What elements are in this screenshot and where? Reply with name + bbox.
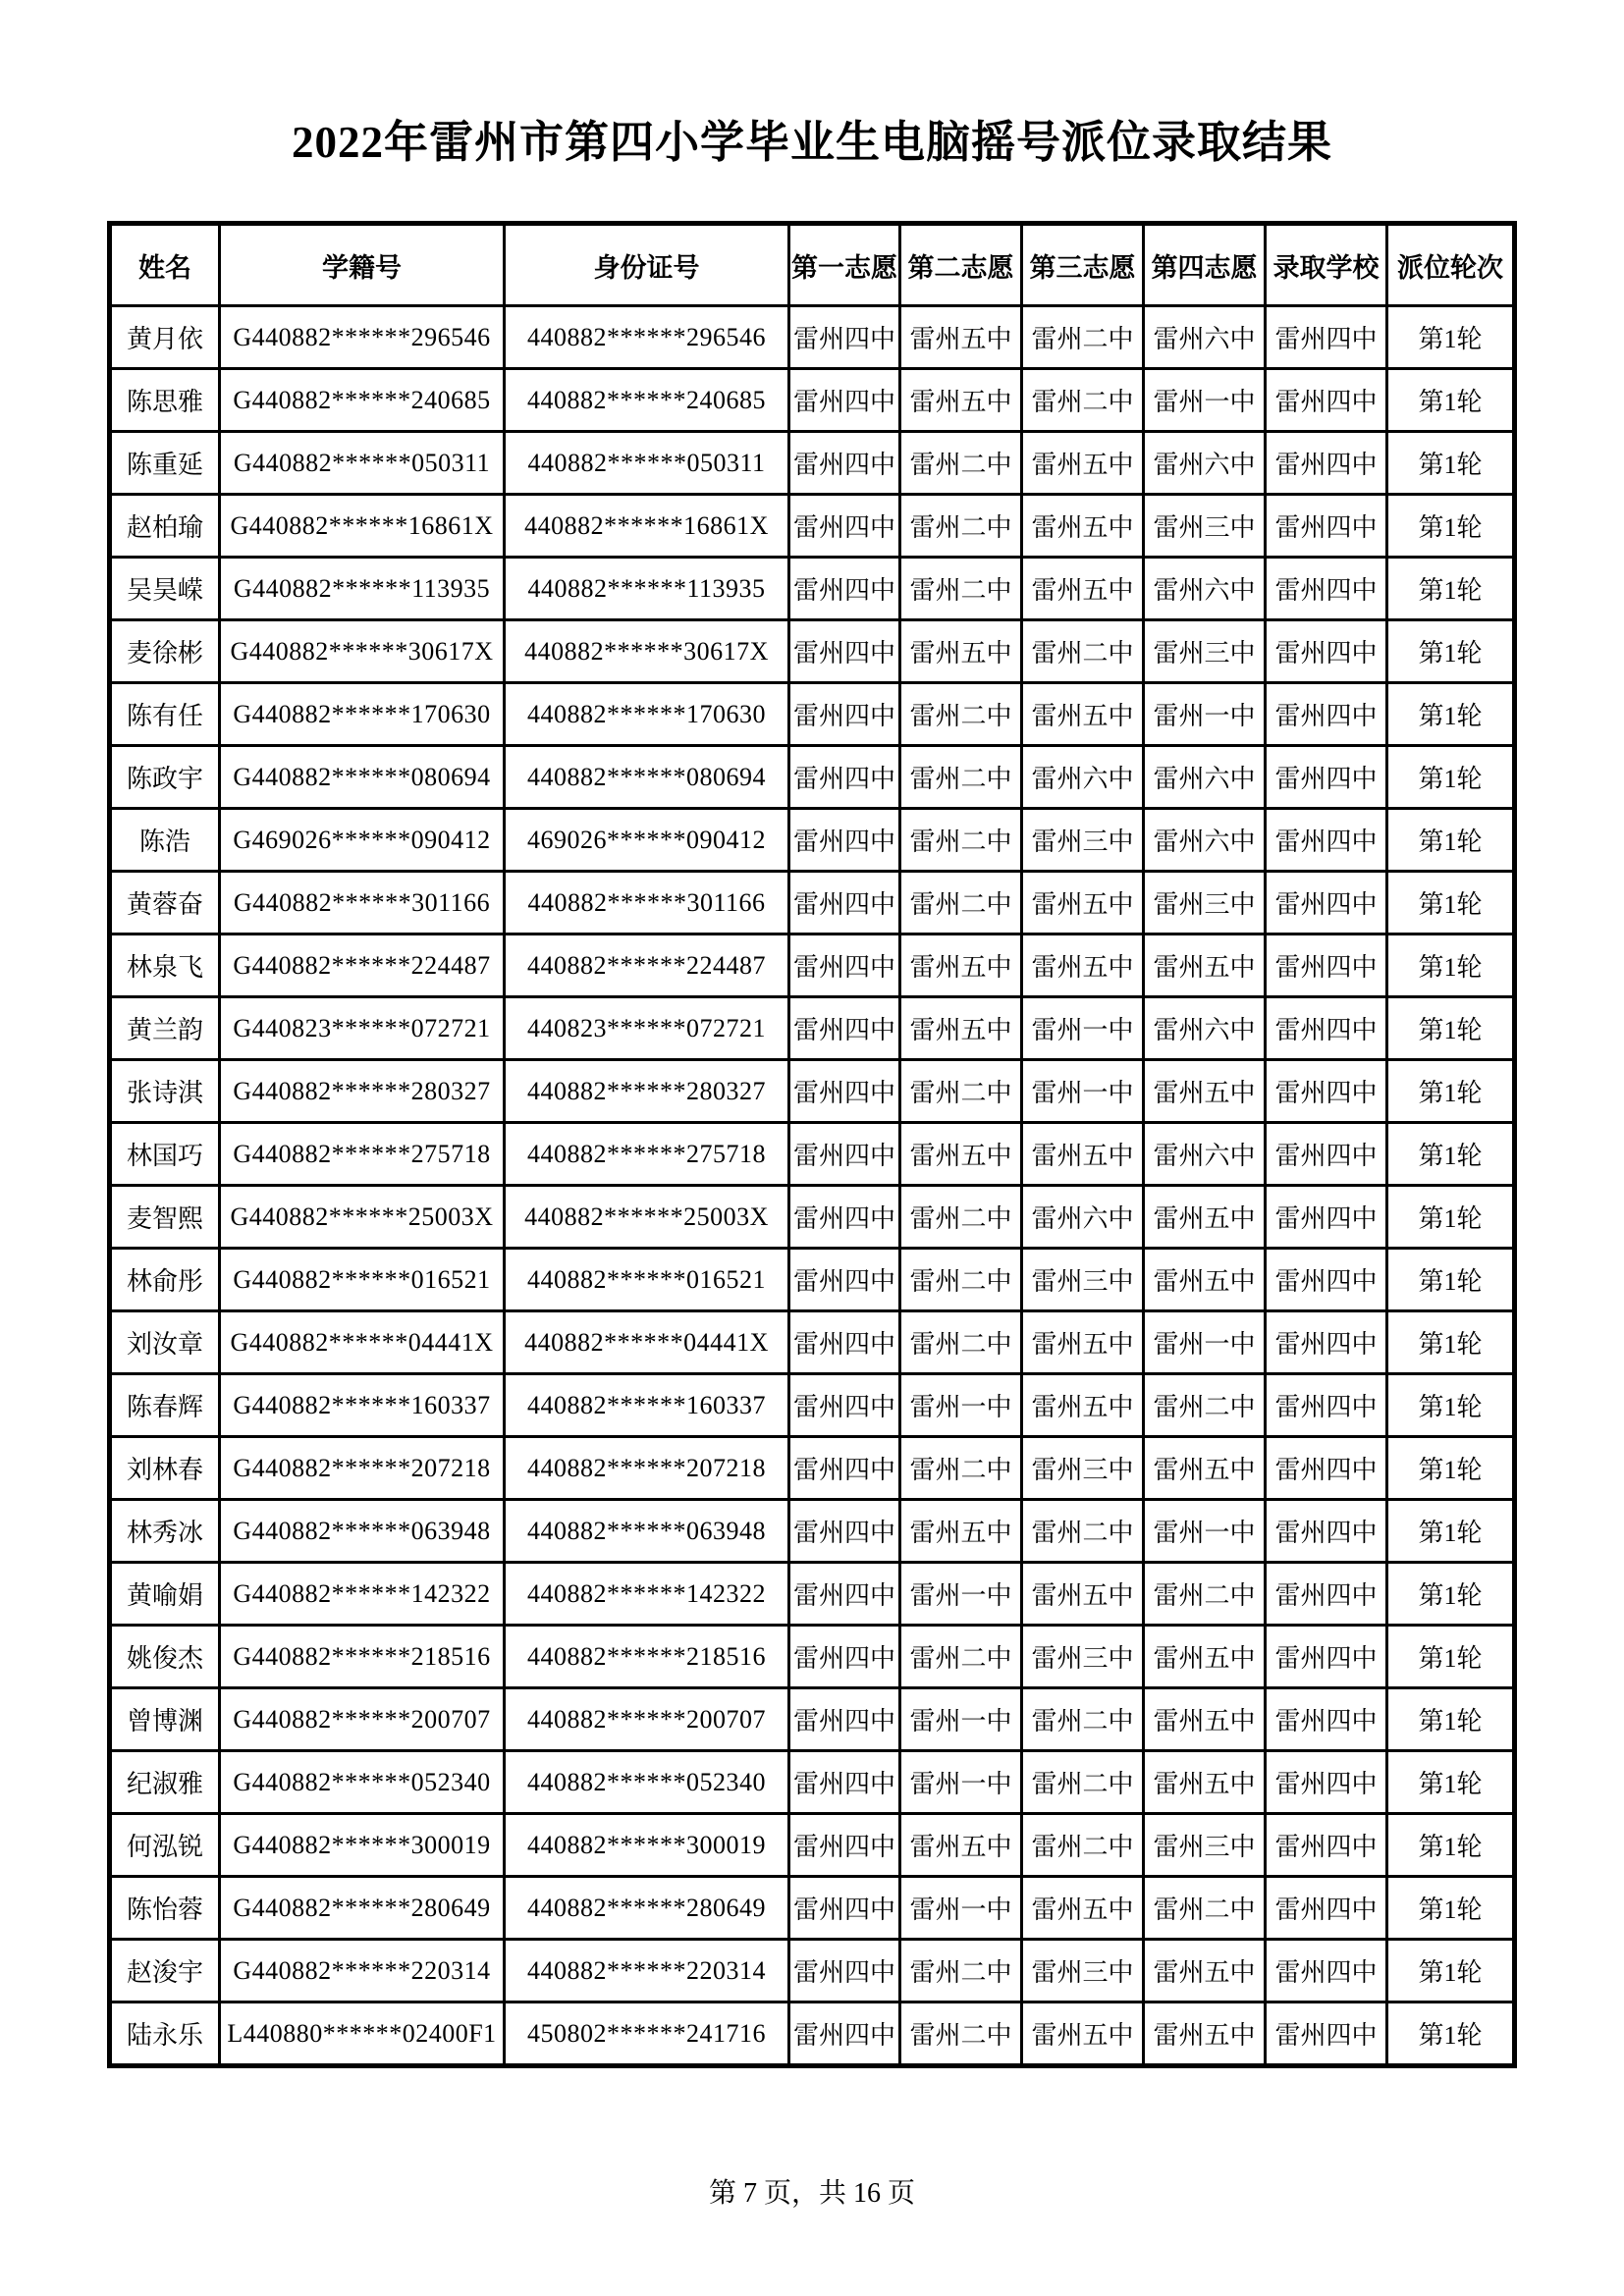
table-cell-ch2: 雷州二中 bbox=[900, 809, 1022, 872]
table-cell-school: 雷州四中 bbox=[1266, 1563, 1387, 1626]
table-cell-sid: G440882******050311 bbox=[220, 432, 505, 495]
table-cell-ch3: 雷州二中 bbox=[1022, 1751, 1144, 1814]
table-cell-id: 440882******050311 bbox=[505, 432, 789, 495]
table-cell-id: 440882******04441X bbox=[505, 1311, 789, 1374]
table-cell-ch1: 雷州四中 bbox=[789, 1877, 900, 1940]
table-cell-name: 麦徐彬 bbox=[110, 620, 220, 683]
table-cell-round: 第1轮 bbox=[1387, 1563, 1515, 1626]
table-cell-sid: G440882******04441X bbox=[220, 1311, 505, 1374]
table-cell-sid: G469026******090412 bbox=[220, 809, 505, 872]
table-cell-id: 440882******16861X bbox=[505, 495, 789, 558]
table-cell-school: 雷州四中 bbox=[1266, 432, 1387, 495]
table-cell-round: 第1轮 bbox=[1387, 1374, 1515, 1437]
table-cell-ch3: 雷州二中 bbox=[1022, 306, 1144, 369]
table-cell-ch3: 雷州二中 bbox=[1022, 1688, 1144, 1751]
table-cell-ch4: 雷州五中 bbox=[1144, 1060, 1266, 1123]
table-cell-ch1: 雷州四中 bbox=[789, 809, 900, 872]
table-cell-ch4: 雷州六中 bbox=[1144, 558, 1266, 620]
table-cell-name: 林秀冰 bbox=[110, 1500, 220, 1563]
table-cell-name: 黄喻娟 bbox=[110, 1563, 220, 1626]
table-cell-id: 440882******080694 bbox=[505, 746, 789, 809]
results-table bbox=[107, 221, 1517, 2068]
table-cell-round: 第1轮 bbox=[1387, 1626, 1515, 1688]
table-cell-sid: G440882******113935 bbox=[220, 558, 505, 620]
table-cell-ch3: 雷州五中 bbox=[1022, 683, 1144, 746]
column-header-id: 身份证号 bbox=[505, 224, 789, 306]
table-cell-ch2: 雷州二中 bbox=[900, 432, 1022, 495]
table-cell-ch2: 雷州一中 bbox=[900, 1688, 1022, 1751]
table-cell-ch4: 雷州五中 bbox=[1144, 1249, 1266, 1311]
table-cell-round: 第1轮 bbox=[1387, 1688, 1515, 1751]
table-cell-ch4: 雷州五中 bbox=[1144, 1751, 1266, 1814]
table-cell-round: 第1轮 bbox=[1387, 306, 1515, 369]
column-header-ch1: 第一志愿 bbox=[789, 224, 900, 306]
table-cell-ch2: 雷州一中 bbox=[900, 1751, 1022, 1814]
column-header-ch4: 第四志愿 bbox=[1144, 224, 1266, 306]
table-cell-round: 第1轮 bbox=[1387, 934, 1515, 997]
table-cell-ch1: 雷州四中 bbox=[789, 1563, 900, 1626]
table-row bbox=[110, 495, 1515, 558]
table-cell-ch2: 雷州五中 bbox=[900, 1123, 1022, 1186]
table-cell-ch4: 雷州三中 bbox=[1144, 1814, 1266, 1877]
table-cell-ch2: 雷州五中 bbox=[900, 1500, 1022, 1563]
table-cell-name: 赵浚宇 bbox=[110, 1940, 220, 2002]
column-header-round: 派位轮次 bbox=[1387, 224, 1515, 306]
table-cell-id: 440882******160337 bbox=[505, 1374, 789, 1437]
table-cell-ch3: 雷州五中 bbox=[1022, 1563, 1144, 1626]
table-cell-id: 440882******280649 bbox=[505, 1877, 789, 1940]
table-cell-ch3: 雷州三中 bbox=[1022, 1626, 1144, 1688]
table-cell-name: 林泉飞 bbox=[110, 934, 220, 997]
table-body bbox=[110, 306, 1515, 2066]
table-cell-school: 雷州四中 bbox=[1266, 1751, 1387, 1814]
table-cell-school: 雷州四中 bbox=[1266, 934, 1387, 997]
table-row bbox=[110, 1563, 1515, 1626]
table-cell-ch1: 雷州四中 bbox=[789, 1374, 900, 1437]
table-row bbox=[110, 369, 1515, 432]
table-cell-ch1: 雷州四中 bbox=[789, 1437, 900, 1500]
table-cell-name: 黄月依 bbox=[110, 306, 220, 369]
table-cell-round: 第1轮 bbox=[1387, 2002, 1515, 2066]
table-cell-ch3: 雷州六中 bbox=[1022, 1186, 1144, 1249]
table-cell-round: 第1轮 bbox=[1387, 872, 1515, 934]
table-cell-id: 440882******207218 bbox=[505, 1437, 789, 1500]
table-cell-ch3: 雷州五中 bbox=[1022, 1877, 1144, 1940]
table-cell-sid: G440882******016521 bbox=[220, 1249, 505, 1311]
table-cell-ch2: 雷州二中 bbox=[900, 683, 1022, 746]
table-cell-id: 440882******296546 bbox=[505, 306, 789, 369]
table-cell-round: 第1轮 bbox=[1387, 495, 1515, 558]
table-cell-ch3: 雷州五中 bbox=[1022, 558, 1144, 620]
table-cell-ch1: 雷州四中 bbox=[789, 1940, 900, 2002]
table-row bbox=[110, 1374, 1515, 1437]
table-cell-ch3: 雷州一中 bbox=[1022, 1060, 1144, 1123]
table-cell-ch1: 雷州四中 bbox=[789, 558, 900, 620]
table-cell-sid: G440882******240685 bbox=[220, 369, 505, 432]
table-cell-ch3: 雷州二中 bbox=[1022, 369, 1144, 432]
table-cell-ch2: 雷州二中 bbox=[900, 2002, 1022, 2066]
table-row bbox=[110, 558, 1515, 620]
table-cell-sid: G440882******300019 bbox=[220, 1814, 505, 1877]
table-row bbox=[110, 620, 1515, 683]
table-cell-round: 第1轮 bbox=[1387, 1751, 1515, 1814]
table-cell-round: 第1轮 bbox=[1387, 746, 1515, 809]
table-cell-ch2: 雷州五中 bbox=[900, 934, 1022, 997]
table-row bbox=[110, 1877, 1515, 1940]
table-cell-school: 雷州四中 bbox=[1266, 620, 1387, 683]
table-cell-round: 第1轮 bbox=[1387, 432, 1515, 495]
table-cell-name: 陈浩 bbox=[110, 809, 220, 872]
table-cell-school: 雷州四中 bbox=[1266, 1814, 1387, 1877]
table-cell-school: 雷州四中 bbox=[1266, 1186, 1387, 1249]
table-cell-school: 雷州四中 bbox=[1266, 495, 1387, 558]
table-cell-name: 赵柏瑜 bbox=[110, 495, 220, 558]
table-cell-id: 440882******052340 bbox=[505, 1751, 789, 1814]
table-cell-ch1: 雷州四中 bbox=[789, 369, 900, 432]
table-cell-sid: G440882******30617X bbox=[220, 620, 505, 683]
table-cell-ch1: 雷州四中 bbox=[789, 1249, 900, 1311]
table-cell-school: 雷州四中 bbox=[1266, 1123, 1387, 1186]
table-cell-ch2: 雷州二中 bbox=[900, 1626, 1022, 1688]
table-cell-ch4: 雷州六中 bbox=[1144, 432, 1266, 495]
page-number: 第 7 页，共 16 页 bbox=[708, 2178, 915, 2209]
table-row bbox=[110, 997, 1515, 1060]
table-cell-id: 440882******200707 bbox=[505, 1688, 789, 1751]
table-cell-school: 雷州四中 bbox=[1266, 872, 1387, 934]
table-row bbox=[110, 1123, 1515, 1186]
table-cell-sid: G440882******160337 bbox=[220, 1374, 505, 1437]
table-cell-ch4: 雷州五中 bbox=[1144, 1940, 1266, 2002]
table-cell-ch3: 雷州三中 bbox=[1022, 1249, 1144, 1311]
table-row bbox=[110, 1311, 1515, 1374]
table-cell-ch4: 雷州一中 bbox=[1144, 683, 1266, 746]
table-cell-name: 刘汝章 bbox=[110, 1311, 220, 1374]
table-cell-ch4: 雷州二中 bbox=[1144, 1374, 1266, 1437]
table-cell-school: 雷州四中 bbox=[1266, 809, 1387, 872]
table-cell-name: 陈政宇 bbox=[110, 746, 220, 809]
table-cell-ch1: 雷州四中 bbox=[789, 432, 900, 495]
table-row bbox=[110, 746, 1515, 809]
table-cell-ch4: 雷州五中 bbox=[1144, 1186, 1266, 1249]
table-cell-ch1: 雷州四中 bbox=[789, 1060, 900, 1123]
table-cell-id: 440882******220314 bbox=[505, 1940, 789, 2002]
table-cell-ch3: 雷州二中 bbox=[1022, 1500, 1144, 1563]
table-cell-school: 雷州四中 bbox=[1266, 1940, 1387, 2002]
table-cell-ch4: 雷州二中 bbox=[1144, 1563, 1266, 1626]
table-cell-sid: G440882******142322 bbox=[220, 1563, 505, 1626]
table-cell-name: 黄兰韵 bbox=[110, 997, 220, 1060]
table-cell-sid: G440882******170630 bbox=[220, 683, 505, 746]
table-cell-ch3: 雷州五中 bbox=[1022, 2002, 1144, 2066]
column-header-ch3: 第三志愿 bbox=[1022, 224, 1144, 306]
table-cell-name: 何泓锐 bbox=[110, 1814, 220, 1877]
table-cell-ch2: 雷州二中 bbox=[900, 1311, 1022, 1374]
table-cell-id: 440882******275718 bbox=[505, 1123, 789, 1186]
table-cell-ch4: 雷州一中 bbox=[1144, 1311, 1266, 1374]
table-cell-ch3: 雷州三中 bbox=[1022, 1437, 1144, 1500]
table-cell-ch2: 雷州二中 bbox=[900, 558, 1022, 620]
page-title: 2022年雷州市第四小学毕业生电脑摇号派位录取结果 bbox=[291, 118, 1332, 167]
table-cell-school: 雷州四中 bbox=[1266, 746, 1387, 809]
table-cell-id: 440882******170630 bbox=[505, 683, 789, 746]
table-cell-id: 440882******113935 bbox=[505, 558, 789, 620]
table-cell-sid: G440882******275718 bbox=[220, 1123, 505, 1186]
table-cell-name: 曾博渊 bbox=[110, 1688, 220, 1751]
table-cell-name: 张诗淇 bbox=[110, 1060, 220, 1123]
table-cell-sid: G440882******280649 bbox=[220, 1877, 505, 1940]
table-cell-ch1: 雷州四中 bbox=[789, 1751, 900, 1814]
table-cell-ch4: 雷州一中 bbox=[1144, 369, 1266, 432]
table-cell-school: 雷州四中 bbox=[1266, 1437, 1387, 1500]
table-cell-ch4: 雷州六中 bbox=[1144, 746, 1266, 809]
table-cell-sid: G440882******200707 bbox=[220, 1688, 505, 1751]
table-row bbox=[110, 432, 1515, 495]
table-cell-ch3: 雷州六中 bbox=[1022, 746, 1144, 809]
table-cell-round: 第1轮 bbox=[1387, 809, 1515, 872]
table-cell-ch4: 雷州五中 bbox=[1144, 1626, 1266, 1688]
table-cell-id: 450802******241716 bbox=[505, 2002, 789, 2066]
table-cell-ch1: 雷州四中 bbox=[789, 934, 900, 997]
table-cell-name: 姚俊杰 bbox=[110, 1626, 220, 1688]
table-row bbox=[110, 1437, 1515, 1500]
table-row bbox=[110, 1751, 1515, 1814]
table-cell-round: 第1轮 bbox=[1387, 1311, 1515, 1374]
table-cell-ch4: 雷州一中 bbox=[1144, 1500, 1266, 1563]
table-cell-ch2: 雷州五中 bbox=[900, 620, 1022, 683]
table-cell-ch2: 雷州一中 bbox=[900, 1563, 1022, 1626]
table-cell-ch1: 雷州四中 bbox=[789, 683, 900, 746]
table-cell-ch2: 雷州二中 bbox=[900, 1186, 1022, 1249]
table-cell-name: 陈有任 bbox=[110, 683, 220, 746]
table-row bbox=[110, 306, 1515, 369]
table-cell-sid: L440880******02400F1 bbox=[220, 2002, 505, 2066]
table-cell-school: 雷州四中 bbox=[1266, 1311, 1387, 1374]
table-cell-ch4: 雷州五中 bbox=[1144, 934, 1266, 997]
table-cell-ch4: 雷州五中 bbox=[1144, 1688, 1266, 1751]
table-cell-id: 440882******25003X bbox=[505, 1186, 789, 1249]
table-cell-name: 陆永乐 bbox=[110, 2002, 220, 2066]
table-cell-school: 雷州四中 bbox=[1266, 683, 1387, 746]
table-cell-school: 雷州四中 bbox=[1266, 1249, 1387, 1311]
table-cell-sid: G440882******224487 bbox=[220, 934, 505, 997]
table-cell-ch1: 雷州四中 bbox=[789, 872, 900, 934]
table-cell-sid: G440882******280327 bbox=[220, 1060, 505, 1123]
table-cell-ch2: 雷州二中 bbox=[900, 1437, 1022, 1500]
table-cell-ch1: 雷州四中 bbox=[789, 1626, 900, 1688]
table-cell-ch1: 雷州四中 bbox=[789, 1814, 900, 1877]
table-row bbox=[110, 1814, 1515, 1877]
table-cell-ch3: 雷州五中 bbox=[1022, 1123, 1144, 1186]
table-cell-round: 第1轮 bbox=[1387, 1877, 1515, 1940]
table-cell-ch2: 雷州二中 bbox=[900, 1940, 1022, 2002]
table-cell-sid: G440882******301166 bbox=[220, 872, 505, 934]
table-cell-round: 第1轮 bbox=[1387, 997, 1515, 1060]
table-cell-ch2: 雷州二中 bbox=[900, 872, 1022, 934]
table-cell-school: 雷州四中 bbox=[1266, 1500, 1387, 1563]
table-cell-name: 黄蓉奋 bbox=[110, 872, 220, 934]
table-cell-sid: G440882******220314 bbox=[220, 1940, 505, 2002]
table-row bbox=[110, 1186, 1515, 1249]
table-cell-id: 440882******300019 bbox=[505, 1814, 789, 1877]
table-cell-round: 第1轮 bbox=[1387, 1186, 1515, 1249]
table-cell-name: 陈重延 bbox=[110, 432, 220, 495]
table-cell-sid: G440882******296546 bbox=[220, 306, 505, 369]
table-row bbox=[110, 1500, 1515, 1563]
table-cell-ch3: 雷州三中 bbox=[1022, 1940, 1144, 2002]
table-cell-school: 雷州四中 bbox=[1266, 2002, 1387, 2066]
table-cell-sid: G440882******052340 bbox=[220, 1751, 505, 1814]
table-cell-ch1: 雷州四中 bbox=[789, 495, 900, 558]
table-cell-ch2: 雷州二中 bbox=[900, 746, 1022, 809]
table-cell-sid: G440882******080694 bbox=[220, 746, 505, 809]
table-cell-round: 第1轮 bbox=[1387, 1060, 1515, 1123]
table-cell-sid: G440882******218516 bbox=[220, 1626, 505, 1688]
table-cell-ch4: 雷州三中 bbox=[1144, 872, 1266, 934]
table-cell-school: 雷州四中 bbox=[1266, 558, 1387, 620]
table-cell-ch2: 雷州五中 bbox=[900, 1814, 1022, 1877]
table-cell-ch1: 雷州四中 bbox=[789, 1186, 900, 1249]
table-row bbox=[110, 1060, 1515, 1123]
table-row bbox=[110, 872, 1515, 934]
table-cell-ch2: 雷州二中 bbox=[900, 1060, 1022, 1123]
table-row bbox=[110, 809, 1515, 872]
table-cell-ch1: 雷州四中 bbox=[789, 997, 900, 1060]
table-cell-school: 雷州四中 bbox=[1266, 369, 1387, 432]
table-cell-round: 第1轮 bbox=[1387, 683, 1515, 746]
table-cell-sid: G440882******25003X bbox=[220, 1186, 505, 1249]
table-cell-id: 440882******240685 bbox=[505, 369, 789, 432]
table-cell-ch1: 雷州四中 bbox=[789, 2002, 900, 2066]
table-cell-ch3: 雷州五中 bbox=[1022, 872, 1144, 934]
table-cell-round: 第1轮 bbox=[1387, 1940, 1515, 2002]
table-row bbox=[110, 2002, 1515, 2066]
table-cell-ch3: 雷州五中 bbox=[1022, 1374, 1144, 1437]
table-cell-ch1: 雷州四中 bbox=[789, 620, 900, 683]
table-cell-round: 第1轮 bbox=[1387, 1437, 1515, 1500]
table-cell-id: 440882******016521 bbox=[505, 1249, 789, 1311]
table-cell-id: 469026******090412 bbox=[505, 809, 789, 872]
table-cell-ch3: 雷州五中 bbox=[1022, 495, 1144, 558]
table-cell-id: 440882******224487 bbox=[505, 934, 789, 997]
table-cell-school: 雷州四中 bbox=[1266, 1877, 1387, 1940]
table-cell-ch1: 雷州四中 bbox=[789, 1500, 900, 1563]
table-cell-ch4: 雷州五中 bbox=[1144, 1437, 1266, 1500]
table-cell-ch4: 雷州六中 bbox=[1144, 306, 1266, 369]
table-cell-id: 440882******280327 bbox=[505, 1060, 789, 1123]
column-header-school: 录取学校 bbox=[1266, 224, 1387, 306]
table-cell-ch2: 雷州二中 bbox=[900, 495, 1022, 558]
table-cell-sid: G440823******072721 bbox=[220, 997, 505, 1060]
table-cell-sid: G440882******16861X bbox=[220, 495, 505, 558]
table-row bbox=[110, 934, 1515, 997]
table-cell-round: 第1轮 bbox=[1387, 1814, 1515, 1877]
table-cell-school: 雷州四中 bbox=[1266, 306, 1387, 369]
table-cell-ch4: 雷州三中 bbox=[1144, 495, 1266, 558]
table-cell-id: 440882******142322 bbox=[505, 1563, 789, 1626]
table-cell-ch1: 雷州四中 bbox=[789, 746, 900, 809]
table-cell-school: 雷州四中 bbox=[1266, 1060, 1387, 1123]
table-header-row bbox=[110, 224, 1515, 306]
table-cell-name: 陈怡蓉 bbox=[110, 1877, 220, 1940]
column-header-ch2: 第二志愿 bbox=[900, 224, 1022, 306]
table-cell-school: 雷州四中 bbox=[1266, 997, 1387, 1060]
table-cell-ch3: 雷州一中 bbox=[1022, 997, 1144, 1060]
column-header-name: 姓名 bbox=[110, 224, 220, 306]
table-cell-ch2: 雷州五中 bbox=[900, 306, 1022, 369]
table-cell-ch1: 雷州四中 bbox=[789, 1123, 900, 1186]
table-cell-ch4: 雷州三中 bbox=[1144, 620, 1266, 683]
table-cell-ch4: 雷州二中 bbox=[1144, 1877, 1266, 1940]
table-cell-name: 林国巧 bbox=[110, 1123, 220, 1186]
table-cell-school: 雷州四中 bbox=[1266, 1374, 1387, 1437]
table-cell-name: 吴昊嵘 bbox=[110, 558, 220, 620]
table-cell-ch2: 雷州一中 bbox=[900, 1877, 1022, 1940]
table-cell-name: 陈春辉 bbox=[110, 1374, 220, 1437]
table-cell-round: 第1轮 bbox=[1387, 1123, 1515, 1186]
table-cell-ch3: 雷州五中 bbox=[1022, 432, 1144, 495]
table-cell-id: 440823******072721 bbox=[505, 997, 789, 1060]
table-cell-school: 雷州四中 bbox=[1266, 1688, 1387, 1751]
table-cell-id: 440882******063948 bbox=[505, 1500, 789, 1563]
table-cell-name: 陈思雅 bbox=[110, 369, 220, 432]
table-row bbox=[110, 1626, 1515, 1688]
table-cell-ch1: 雷州四中 bbox=[789, 306, 900, 369]
table-cell-name: 林俞彤 bbox=[110, 1249, 220, 1311]
table-cell-ch3: 雷州二中 bbox=[1022, 1814, 1144, 1877]
table-cell-id: 440882******218516 bbox=[505, 1626, 789, 1688]
table-cell-round: 第1轮 bbox=[1387, 1249, 1515, 1311]
table-cell-school: 雷州四中 bbox=[1266, 1626, 1387, 1688]
table-cell-ch2: 雷州二中 bbox=[900, 1249, 1022, 1311]
table-cell-ch3: 雷州三中 bbox=[1022, 809, 1144, 872]
table-row bbox=[110, 683, 1515, 746]
table-cell-ch2: 雷州一中 bbox=[900, 1374, 1022, 1437]
table-cell-id: 440882******30617X bbox=[505, 620, 789, 683]
table-cell-id: 440882******301166 bbox=[505, 872, 789, 934]
table-cell-round: 第1轮 bbox=[1387, 558, 1515, 620]
table-cell-ch3: 雷州五中 bbox=[1022, 1311, 1144, 1374]
table-cell-round: 第1轮 bbox=[1387, 369, 1515, 432]
table-cell-round: 第1轮 bbox=[1387, 1500, 1515, 1563]
table-cell-name: 麦智熙 bbox=[110, 1186, 220, 1249]
table-row bbox=[110, 1249, 1515, 1311]
table-cell-round: 第1轮 bbox=[1387, 620, 1515, 683]
table-cell-name: 纪淑雅 bbox=[110, 1751, 220, 1814]
column-header-sid: 学籍号 bbox=[220, 224, 505, 306]
table-cell-sid: G440882******063948 bbox=[220, 1500, 505, 1563]
table-cell-ch4: 雷州五中 bbox=[1144, 2002, 1266, 2066]
table-cell-ch4: 雷州六中 bbox=[1144, 809, 1266, 872]
table-cell-ch3: 雷州二中 bbox=[1022, 620, 1144, 683]
table-cell-ch2: 雷州五中 bbox=[900, 997, 1022, 1060]
table-cell-name: 刘林春 bbox=[110, 1437, 220, 1500]
table-cell-ch4: 雷州六中 bbox=[1144, 997, 1266, 1060]
table-cell-ch4: 雷州六中 bbox=[1144, 1123, 1266, 1186]
table-cell-sid: G440882******207218 bbox=[220, 1437, 505, 1500]
table-row bbox=[110, 1940, 1515, 2002]
table-cell-ch1: 雷州四中 bbox=[789, 1688, 900, 1751]
table-cell-ch2: 雷州五中 bbox=[900, 369, 1022, 432]
table-row bbox=[110, 1688, 1515, 1751]
table-cell-ch1: 雷州四中 bbox=[789, 1311, 900, 1374]
table-cell-ch3: 雷州五中 bbox=[1022, 934, 1144, 997]
